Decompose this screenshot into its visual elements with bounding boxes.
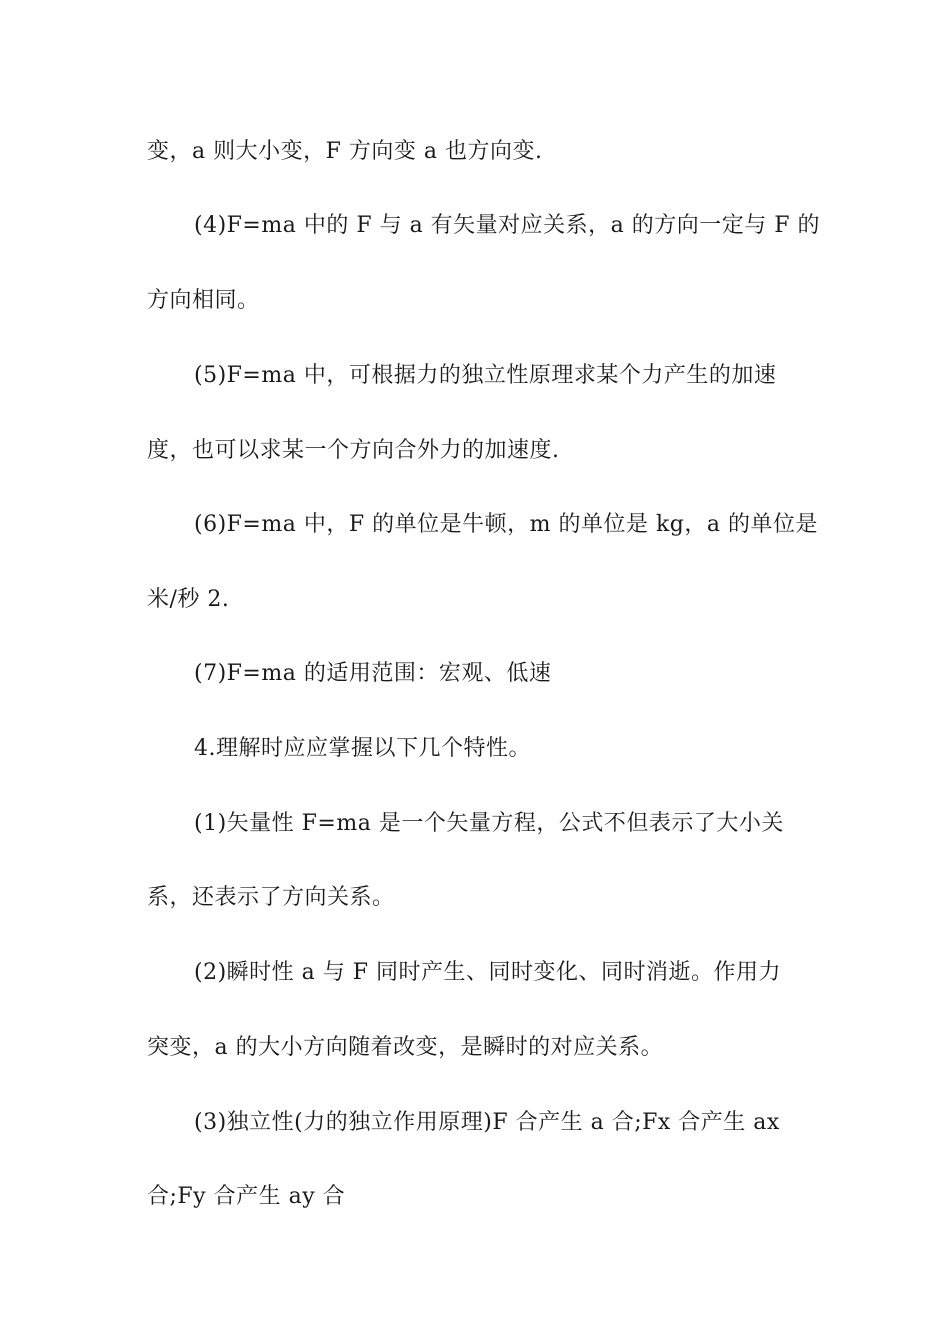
text-line: 米/秒 2.: [147, 587, 230, 612]
text-line: 合;Fy 合产生 ay 合: [147, 1184, 346, 1209]
text-line: 4.理解时应应掌握以下几个特性。: [194, 736, 531, 761]
text-line: 变，a 则大小变，F 方向变 a 也方向变.: [147, 139, 543, 164]
text-line: 系，还表示了方向关系。: [147, 885, 395, 910]
text-line: (6)F=ma 中，F 的单位是牛顿，m 的单位是 kg，a 的单位是: [194, 512, 818, 537]
text-line: 突变，a 的大小方向随着改变，是瞬时的对应关系。: [147, 1035, 664, 1060]
text-line: (1)矢量性 F=ma 是一个矢量方程，公式不但表示了大小关: [194, 811, 784, 836]
text-line: (7)F=ma 的适用范围：宏观、低速: [194, 661, 552, 686]
text-line: 方向相同。: [147, 288, 260, 313]
text-line: 度，也可以求某一个方向合外力的加速度.: [147, 438, 560, 463]
text-line: (2)瞬时性 a 与 F 同时产生、同时变化、同时消逝。作用力: [194, 960, 782, 985]
text-line: (3)独立性(力的独立作用原理)F 合产生 a 合;Fx 合产生 ax: [194, 1110, 780, 1135]
text-line: (4)F=ma 中的 F 与 a 有矢量对应关系，a 的方向一定与 F 的: [194, 213, 821, 238]
text-line: (5)F=ma 中，可根据力的独立性原理求某个力产生的加速: [194, 363, 777, 388]
